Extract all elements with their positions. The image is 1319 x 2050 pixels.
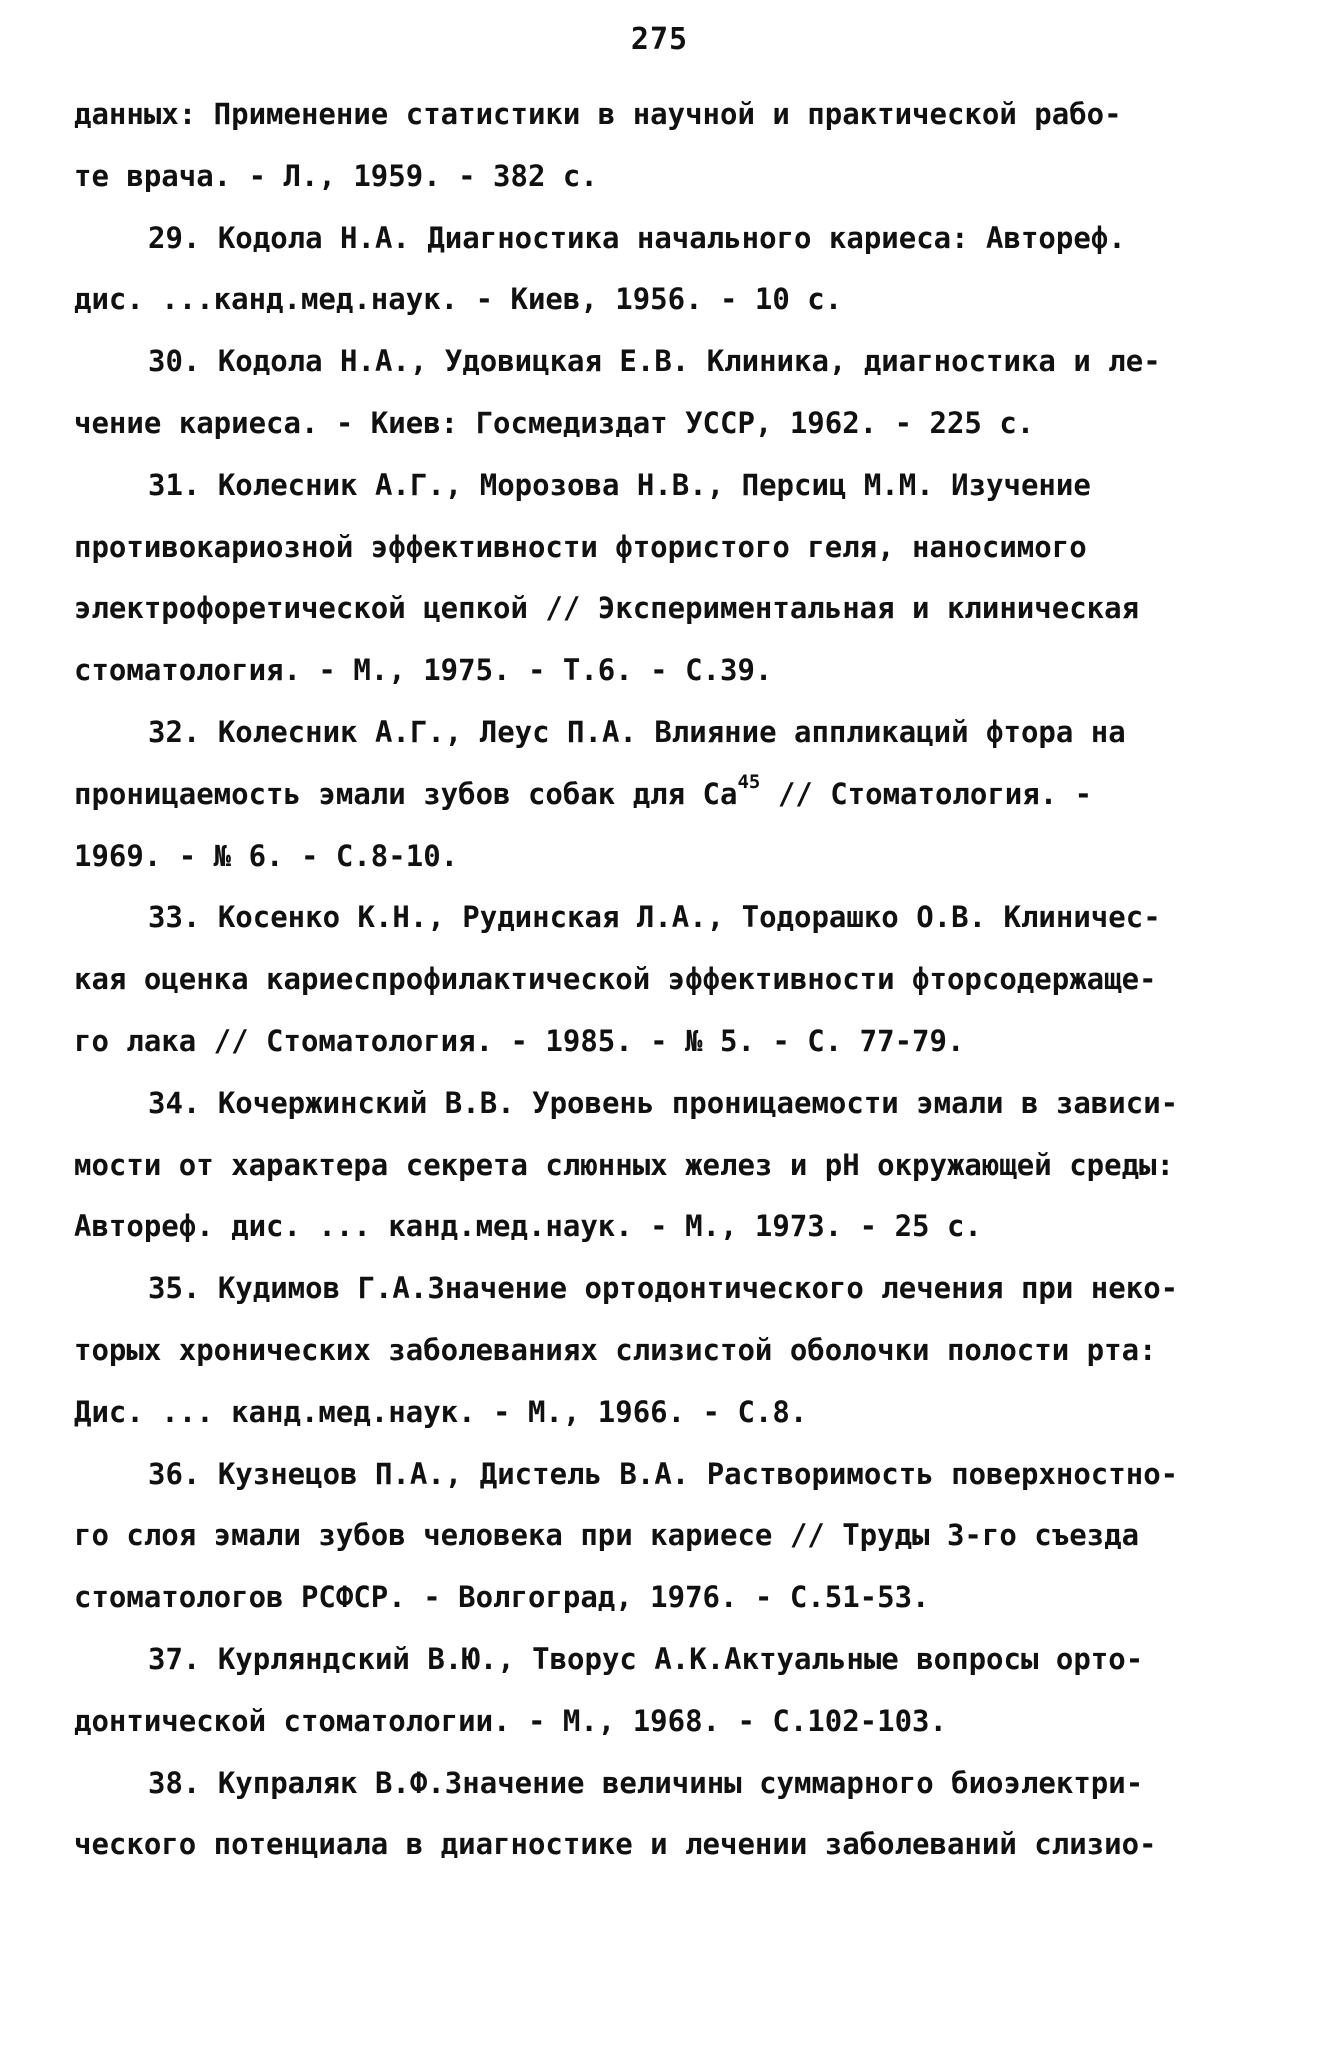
line-text: 36. Кузнецов П.А., Дистель В.А. Растворимость поверхностно- (148, 1456, 1179, 1491)
text-line (74, 1691, 1254, 1753)
line-text: ческого потенциала в диагностике и лечении заболеваний слизио- (74, 1827, 1157, 1862)
line-text: 33. Косенко К.Н., Рудинская Л.А., Тодорашко О.В. Клиничес- (148, 900, 1161, 935)
line-text: дис. ...канд.мед.наук. - Киев, 1956. - 10 с. (74, 282, 843, 317)
line-text: 1969. - № 6. - С.8-10. (74, 838, 459, 873)
text-line (74, 517, 1254, 579)
text-line (74, 949, 1254, 1011)
text-line (74, 764, 1254, 826)
text-line (74, 1567, 1254, 1629)
line-text: донтической стоматологии. - М., 1968. - С.102-103. (74, 1703, 947, 1738)
text-line (74, 640, 1254, 702)
line-text: данных: Применение статистики в научной и практической рабо- (74, 97, 1122, 131)
line-text: Автореф. дис. ... канд.мед.наук. - М., 1973. - 25 с. (74, 1209, 982, 1244)
text-line (74, 887, 1254, 949)
text-line (74, 331, 1254, 393)
bibliography-text (74, 84, 1254, 1876)
line-text: мости от характера секрета слюнных желез и pH окружающей среды: (74, 1147, 1174, 1182)
text-line (74, 1258, 1254, 1320)
line-text: 32. Колесник А.Г., Леус П.А. Влияние аппликаций фтора на (148, 714, 1126, 749)
text-line (74, 1073, 1254, 1135)
text-line (74, 269, 1254, 331)
line-text: 31. Колесник А.Г., Морозова Н.В., Персиц М.М. Изучение (148, 467, 1091, 502)
text-line (74, 1629, 1254, 1691)
line-text: 29. Кодола Н.А. Диагностика начального кариеса: Автореф. (148, 220, 1126, 255)
line-text: 34. Кочержинский В.В. Уровень проницаемости эмали в зависи- (148, 1085, 1179, 1120)
text-line (74, 84, 1254, 146)
page-number: 275 (630, 22, 689, 57)
line-text: электрофоретической цепкой // Экспериментальная и клиническая (74, 591, 1140, 626)
text-line (74, 393, 1254, 455)
line-text: проницаемость эмали зубов собак для Ca (74, 776, 738, 811)
line-text: чение кариеса. - Киев: Госмедиздат УССР, 1962. - 225 с. (74, 405, 1035, 440)
text-line (74, 1505, 1254, 1567)
text-line (74, 1444, 1254, 1506)
text-line (74, 826, 1254, 888)
line-text: противокариозной эффективности фтористого геля, наносимого (74, 529, 1087, 564)
text-line (74, 702, 1254, 764)
text-line (74, 1753, 1254, 1815)
text-line (74, 1814, 1254, 1876)
text-line (74, 455, 1254, 517)
line-text: Дис. ... канд.мед.наук. - М., 1966. - С.8. (74, 1394, 808, 1429)
line-text: 38. Купраляк В.Ф.Значение величины суммарного биоэлектри- (148, 1765, 1144, 1800)
text-line (74, 578, 1254, 640)
text-line (74, 1196, 1254, 1258)
text-line (74, 1320, 1254, 1382)
line-text: 30. Кодола Н.А., Удовицкая Е.В. Клиника, диагностика и ле- (148, 344, 1161, 379)
text-line (74, 1011, 1254, 1073)
line-text: стоматологов РСФСР. - Волгоград, 1976. - С.51-53. (74, 1580, 930, 1615)
line-text-continuation: // Стоматология. - (760, 776, 1093, 811)
line-text: 37. Курляндский В.Ю., Творус А.К.Актуальные вопросы орто- (148, 1641, 1144, 1676)
line-text: кая оценка кариеспрофилактической эффективности фторсодержаще- (74, 962, 1157, 997)
line-text: го лака // Стоматология. - 1985. - № 5. - С. 77-79. (74, 1023, 965, 1058)
text-line (74, 1135, 1254, 1197)
line-text: стоматология. - М., 1975. - Т.6. - С.39. (74, 653, 773, 688)
isotope-superscript: 45 (737, 770, 761, 793)
text-line (74, 208, 1254, 270)
line-text: торых хронических заболеваниях слизистой оболочки полости рта: (74, 1332, 1157, 1367)
line-text: го слоя эмали зубов человека при кариесе // Труды 3-го съезда (74, 1518, 1140, 1553)
text-line (74, 1382, 1254, 1444)
line-text: те врача. - Л., 1959. - 382 с. (74, 158, 598, 193)
text-line (74, 146, 1254, 208)
line-text: 35. Кудимов Г.А.Значение ортодонтического лечения при неко- (148, 1271, 1179, 1306)
